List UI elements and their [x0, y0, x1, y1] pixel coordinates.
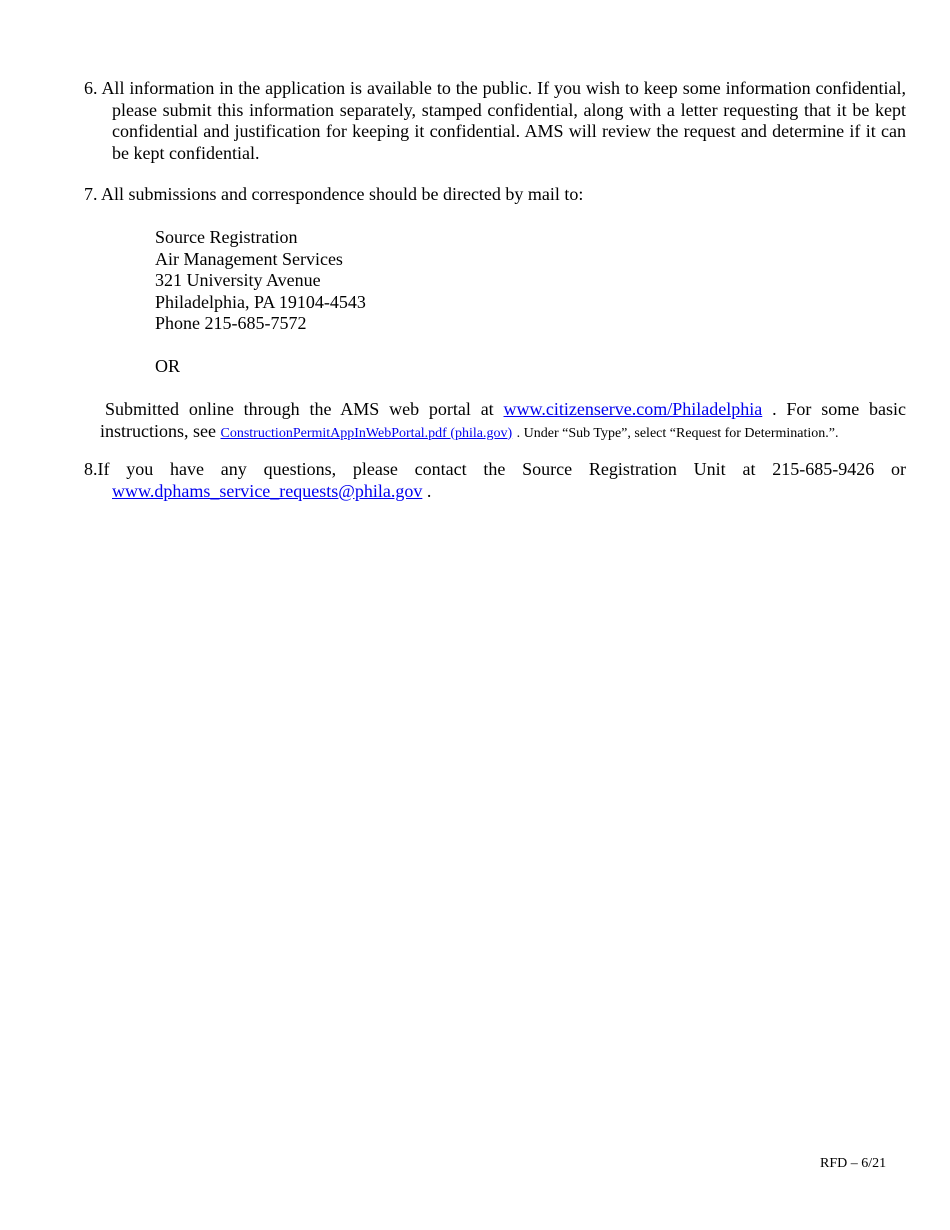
- mailing-address: [155, 227, 366, 335]
- list-item-6: [84, 78, 906, 164]
- item-8-line-2: [84, 481, 906, 503]
- item-7-text: All submissions and correspondence should be directed by mail to:: [101, 184, 584, 204]
- email-link[interactable]: www.dphams_service_requests@phila.gov: [112, 480, 423, 501]
- address-line-2: Air Management Services: [155, 248, 343, 269]
- item-8-line-1: [84, 459, 906, 481]
- citizenserve-portal-link[interactable]: www.citizenserve.com/Philadelphia: [503, 399, 763, 419]
- address-phone: Phone 215-685-7572: [155, 313, 307, 333]
- item-7-number: 7.: [84, 184, 98, 204]
- online-line-2: [95, 421, 906, 445]
- instructions-suffix: . Under “Sub Type”, select “Request for Determination.”.: [516, 425, 839, 441]
- item-8-suffix: .: [426, 480, 432, 501]
- address-line-3: 321 University Avenue: [155, 270, 321, 290]
- item-8-text: If you have any questions, please contact the Source Registration Unit at 215-685-9426 or: [97, 459, 906, 479]
- or-separator: OR: [155, 356, 181, 376]
- online-prefix: Submitted online through the AMS web portal at: [105, 399, 494, 419]
- item-8-number: 8.: [84, 459, 98, 479]
- online-submission-paragraph: [100, 399, 906, 444]
- form-code-footer: RFD – 6/21: [820, 1156, 887, 1171]
- item-6-text: All information in the application is available to the public. If you wish to keep some information confidential, please submit this information separately, stamped confidential, along with a letter requesting that it be kept confidential and justification for keeping it confidential. AMS will review the request and determine if it can be kept confidential.: [101, 78, 906, 163]
- list-item-8: [84, 459, 906, 502]
- online-line-1: [100, 399, 906, 421]
- item-6-number: 6.: [84, 78, 98, 98]
- list-item-7: [84, 184, 906, 206]
- address-line-1: Source Registration: [155, 227, 298, 247]
- instructions-prefix: instructions, see: [100, 420, 216, 441]
- address-line-4: Philadelphia, PA 19104-4543: [155, 291, 366, 312]
- instructions-pdf-link[interactable]: ConstructionPermitAppInWebPortal.pdf (phila.gov): [220, 425, 513, 441]
- online-suffix: . For some basic: [772, 399, 907, 419]
